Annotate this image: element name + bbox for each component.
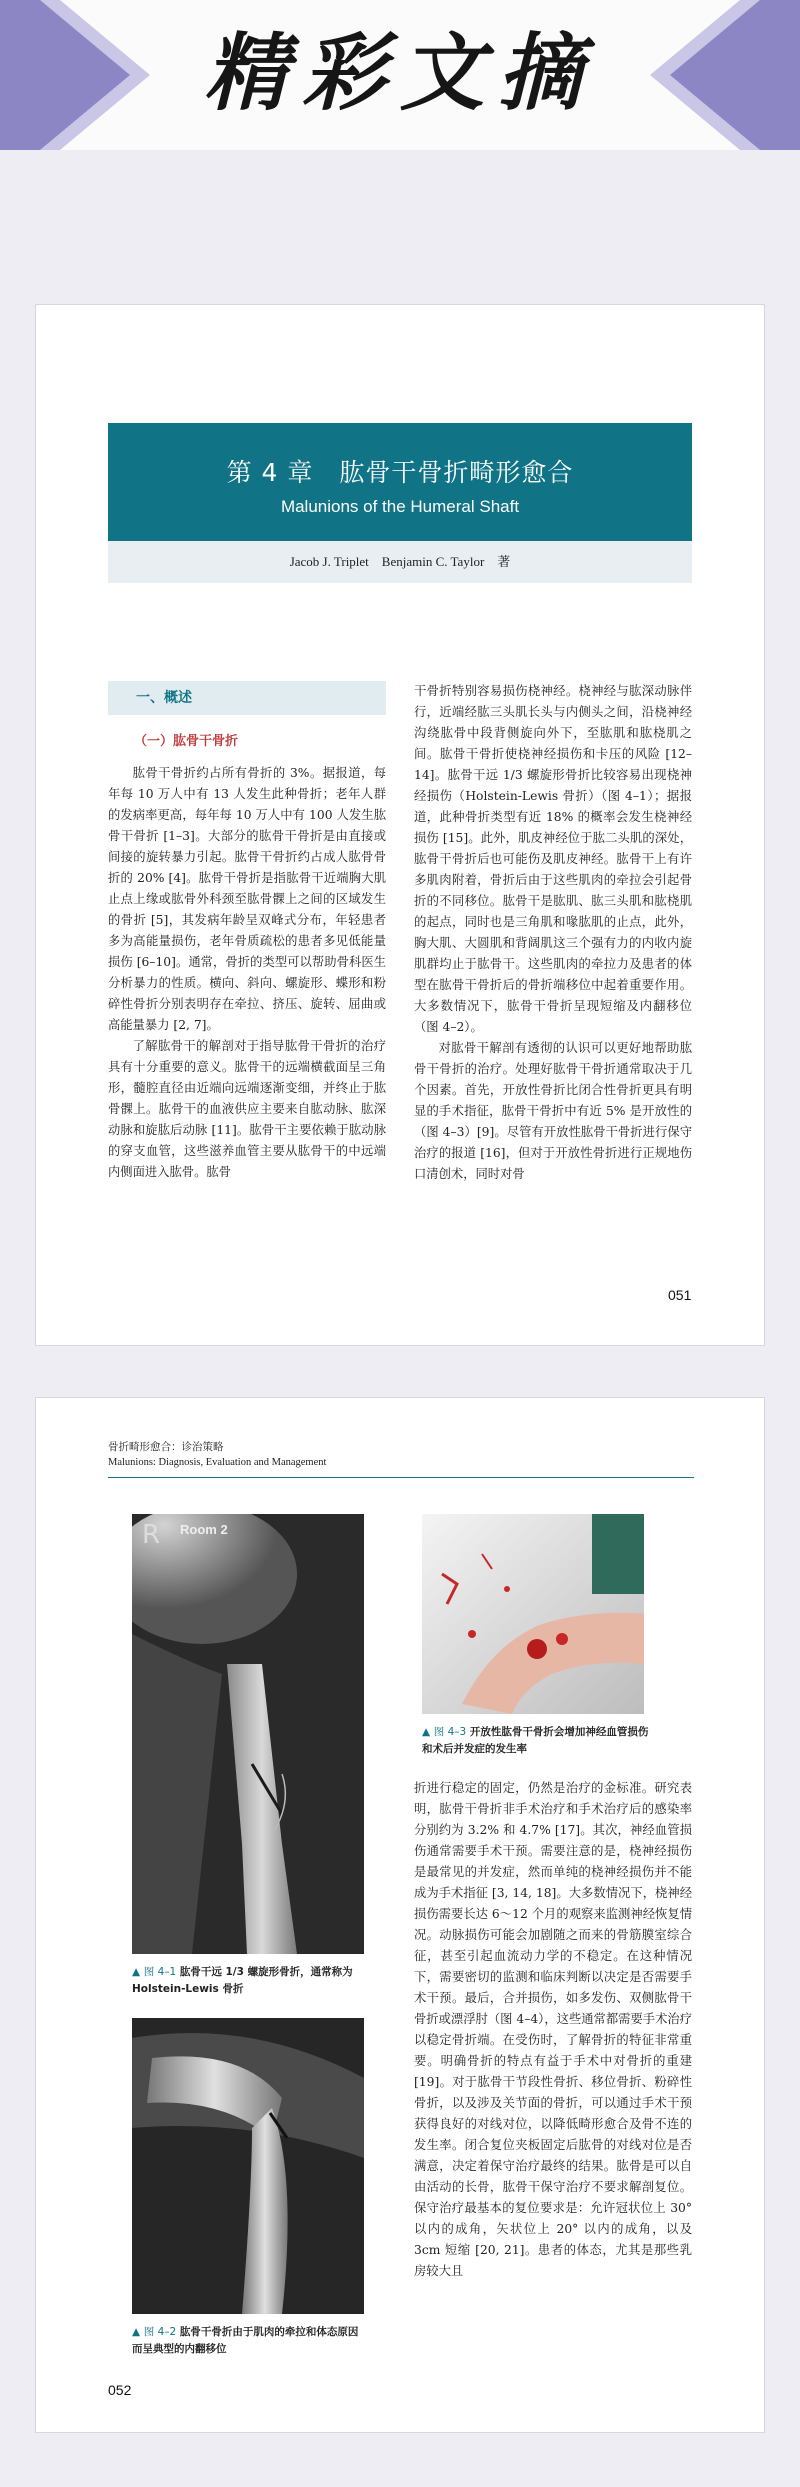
fig-4-1-caption-text: 肱骨干远 1/3 螺旋形骨折，通常称为 Holstein-Lewis 骨折 bbox=[132, 1966, 353, 1995]
open-fracture-photo-drawing bbox=[422, 1514, 644, 1714]
fig-4-1-number: 图 4–1 bbox=[143, 1966, 177, 1978]
xray-room-label: Room 2 bbox=[180, 1522, 228, 1537]
left-column bbox=[108, 681, 386, 1183]
paragraph: 肱骨干骨折约占所有骨折的 3%。据报道，每年每 10 万人中有 13 人发生此种骨折；老年人群的发病率更高，每年每 10 万人中有 100 人发生肱骨干骨折 [1–3]。大部分的肱骨干骨折是由直接或间接的旋转暴力引起。肱骨干骨折约占成人肱骨骨折的 20% [4]。肱骨干骨折是指肱骨干近端胸大肌止点上缘或肱骨外科颈至肱骨髁上之间的区域发生的骨折 [5]，其发病年龄呈双峰式分布，年轻患者多为高能量损伤，老年骨质疏松的患者多见低能量损伤 [6–10]。通常，骨折的类型可以帮助骨科医生分析暴力的性质。横向、斜向、螺旋形、蝶形和粉碎性骨折分别表明存在牵拉、挤压、旋转、屈曲或高能量暴力 [2, 7]。 bbox=[108, 766, 386, 1032]
fig-4-2-number: 图 4–2 bbox=[143, 2326, 177, 2338]
xray-image-fig-4-1 bbox=[132, 1514, 364, 1954]
fig-4-3-caption: ▲ 图 4–3 开放性肱骨干骨折会增加神经血管损伤和术后并发症的发生率 bbox=[422, 1726, 649, 1755]
subsection-heading: （一）肱骨干骨折 bbox=[134, 734, 239, 749]
page-number: 051 bbox=[668, 1287, 692, 1303]
running-head-cn: 骨折畸形愈合：诊治策略 bbox=[108, 1441, 224, 1453]
fig-4-3-caption-text: 开放性肱骨干骨折会增加神经血管损伤和术后并发症的发生率 bbox=[422, 1726, 649, 1755]
page-number: 052 bbox=[108, 2382, 132, 2398]
fig-4-1-caption: ▲ 图 4–1 肱骨干远 1/3 螺旋形骨折，通常称为 Holstein-Lewis 骨折 bbox=[132, 1966, 353, 1995]
chapter-title: 第 4 章 肱骨干骨折畸形愈合 bbox=[226, 458, 574, 487]
chapter-subtitle: Malunions of the Humeral Shaft bbox=[280, 497, 520, 516]
authors-line: Jacob J. Triplet Benjamin C. Taylor 著 bbox=[108, 541, 692, 583]
fig-4-2-caption-text: 肱骨干骨折由于肌肉的牵拉和体态原因而呈典型的内翻移位 bbox=[132, 2326, 359, 2355]
page-052 bbox=[36, 1398, 764, 2432]
section-heading: 一、概述 bbox=[108, 681, 386, 715]
xray-image-fig-4-2 bbox=[132, 2018, 364, 2314]
chapter-band bbox=[108, 423, 692, 541]
paragraph: 折进行稳定的固定，仍然是治疗的金标准。研究表明，肱骨干骨折非手术治疗和手术治疗后的感染率分别约为 3.2% 和 4.7% [17]。其次，神经血管损伤通常需要手术干预。需要注意的是，桡神经损伤是最常见的并发症，然而单纯的桡神经损伤并不能成为手术指征 [3, 14, 18]。大多数情况下，桡神经损伤需要长达 6～12 个月的观察来监测神经恢复情况。动脉损伤可能会加剧随之而来的骨筋膜室综合征，甚至引起血流动力学的不稳定。在这种情况下，需要密切的监测和临床判断以决定是否需要手术干预。最后，合并损伤，如多发伤、双侧肱骨干骨折或漂浮肘（图 4–4），这些通常都需要手术治疗以稳定骨折端。在受伤时，了解骨折的特征非常重要。明确骨折的特点有益于手术中对骨折的重建 [19]。对于肱骨干节段性骨折、移位骨折、粉碎性骨折，以及涉及关节面的骨折，可以通过手术干预获得良好的对线对位，以降低畸形愈合及骨不连的发生率。闭合复位夹板固定后肱骨的对线对位是否满意，决定着保守治疗最终的结果。肱骨是可以自由活动的长骨，肱骨干保守治疗不要求解剖复位。保守治疗最基本的复位要求是：允许冠状位上 30° 以内的成角，矢状位上 20° 以内的成角，以及 3cm 短缩 [20, 21]。患者的体态，尤其是那些乳房较大且 bbox=[414, 1781, 692, 2278]
xray-side-marker: R bbox=[142, 1520, 161, 1550]
right-column bbox=[414, 681, 692, 1185]
xray-humerus-varus-drawing bbox=[132, 2018, 364, 2314]
right-column-page2 bbox=[414, 1778, 692, 2282]
paragraph: 干骨折特别容易损伤桡神经。桡神经与肱深动脉伴行，近端经肱三头肌长头与内侧头之间，沿桡神经沟绕肱骨中段背侧旋向外下，至肱肌和肱桡肌之间。肱骨干骨折使桡神经损伤和卡压的风险 [12–14]。肱骨干远 1/3 螺旋形骨折比较容易出现桡神经损伤（Holstein-Lewis 骨折）（图 4–1）；据报道，此种骨折类型有近 18% 的概率会发生桡神经损伤 [15]。此外，肌皮神经位于肱二头肌的深处，肱骨干骨折后也可能伤及肌皮神经。肱骨干上有许多肌肉附着，骨折后由于这些肌肉的牵拉会引起骨折的不同移位。肱骨干是肱肌、肱三头肌和肱桡肌的起点，同时也是三角肌和喙肱肌的止点，此外，胸大肌、大圆肌和背阔肌这三个强有力的内收内旋肌群均止于肱骨干。这些肌肉的牵拉力及患者的体型在肱骨干骨折后的骨折端移位中起着重要作用。大多数情况下，肱骨干骨折呈现短缩及内翻移位（图 4–2）。 bbox=[414, 684, 692, 1034]
banner bbox=[0, 0, 800, 150]
paragraph: 了解肱骨干的解剖对于指导肱骨干骨折的治疗具有十分重要的意义。肱骨干的远端横截面呈三角形，髓腔直径由近端向远端逐渐变细，并终止于肱骨髁上。肱骨干的血液供应主要来自肱动脉、肱深动脉和旋肱后动脉 [11]。肱骨干主要依赖于肱动脉的穿支血管，这些滋养血管主要从肱骨干的中远端内侧面进入肱骨。肱骨 bbox=[108, 1039, 386, 1179]
page-051 bbox=[36, 305, 764, 1345]
photo-fig-4-3 bbox=[422, 1514, 644, 1714]
paragraph: 对肱骨干解剖有透彻的认识可以更好地帮助肱骨干骨折的治疗。处理好肱骨干骨折通常取决于几个因素。首先，开放性骨折比闭合性骨折更具有明显的手术指征，肱骨干骨折中有近 5% 是开放性的（图 4–3）[9]。尽管有开放性肱骨干骨折进行保守治疗的报道 [16]，但对于开放性骨折进行正规地伤口清创术，同时对骨 bbox=[414, 1041, 692, 1181]
fig-4-3-number: 图 4–3 bbox=[433, 1726, 467, 1738]
running-head bbox=[108, 1439, 694, 1478]
xray-humerus-drawing bbox=[132, 1514, 364, 1954]
fig-4-2-caption: ▲ 图 4–2 肱骨干骨折由于肌肉的牵拉和体态原因而呈典型的内翻移位 bbox=[132, 2326, 359, 2355]
running-head-en: Malunions: Diagnosis, Evaluation and Management bbox=[108, 1457, 327, 1468]
banner-title: 精彩文摘 bbox=[203, 24, 596, 122]
